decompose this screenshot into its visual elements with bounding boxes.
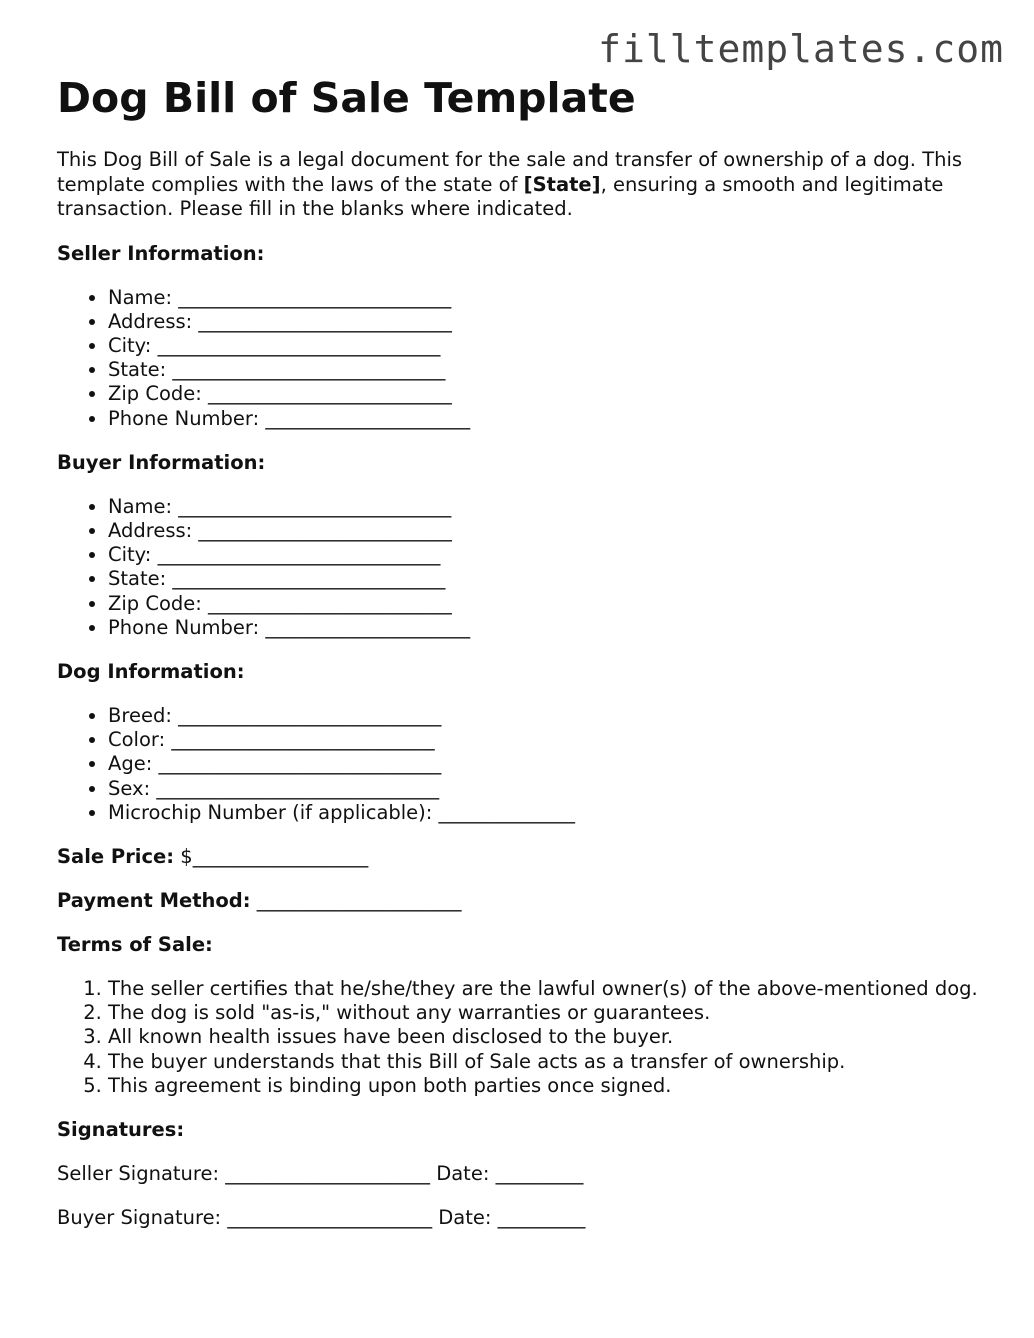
sale-price-label: Sale Price:: [57, 844, 175, 868]
dog-heading: Dog Information:: [57, 659, 245, 683]
payment-method-label: Payment Method:: [57, 888, 251, 912]
seller-signature-line: Seller Signature: _____________________ Date: _________: [57, 1161, 584, 1185]
term-item: 1. The seller certifies that he/she/they are the lawful owner(s) of the above-mentioned dog.: [108, 977, 997, 1001]
seller-name-field: • Name: ____________________________: [108, 286, 997, 310]
state-placeholder: [State]: [523, 172, 601, 196]
payment-method-blank: _____________________: [256, 888, 462, 912]
seller-zip-field: • Zip Code: _________________________: [108, 382, 997, 406]
payment-method-line: [57, 889, 997, 913]
seller-phone-field: • Phone Number: _____________________: [108, 407, 997, 431]
seller-fields: [57, 286, 997, 431]
seller-state-field: • State: ____________________________: [108, 358, 997, 382]
buyer-zip-field: • Zip Code: _________________________: [108, 592, 997, 616]
dog-age-field: • Age: _____________________________: [108, 752, 997, 776]
buyer-name-field: • Name: ____________________________: [108, 495, 997, 519]
buyer-fields: [57, 495, 997, 640]
dog-sex-field: • Sex: _____________________________: [108, 777, 997, 801]
term-item: 2. The dog is sold "as-is," without any warranties or guarantees.: [108, 1001, 997, 1025]
term-item: 5. This agreement is binding upon both parties once signed.: [108, 1074, 997, 1098]
term-item: 3. All known health issues have been disclosed to the buyer.: [108, 1025, 997, 1049]
page-title: Dog Bill of Sale Template: [57, 74, 636, 122]
signatures-heading: Signatures:: [57, 1117, 185, 1141]
buyer-address-field: • Address: __________________________: [108, 519, 997, 543]
term-item: 4. The buyer understands that this Bill of Sale acts as a transfer of ownership.: [108, 1050, 997, 1074]
dog-breed-field: • Breed: ___________________________: [108, 704, 997, 728]
seller-address-field: • Address: __________________________: [108, 310, 997, 334]
seller-city-field: • City: _____________________________: [108, 334, 997, 358]
dog-fields: [57, 704, 997, 825]
dog-microchip-field: • Microchip Number (if applicable): ______________: [108, 801, 997, 825]
seller-heading: Seller Information:: [57, 241, 265, 265]
document-page: [57, 72, 997, 1230]
buyer-phone-field: • Phone Number: _____________________: [108, 616, 997, 640]
sale-price-blank: $__________________: [180, 844, 369, 868]
buyer-signature-line: Buyer Signature: _____________________ Date: _________: [57, 1205, 586, 1229]
terms-heading: Terms of Sale:: [57, 932, 213, 956]
terms-list: [57, 977, 997, 1098]
buyer-state-field: • State: ____________________________: [108, 567, 997, 591]
intro-paragraph: [57, 148, 997, 222]
watermark: filltemplates.com: [598, 27, 1004, 71]
dog-color-field: • Color: ___________________________: [108, 728, 997, 752]
sale-price-line: [57, 845, 997, 869]
intro-text-1: This Dog Bill of Sale is a legal document for the sale and transfer of ownership of a dog. This template complies with the laws of the state of: [57, 148, 963, 196]
buyer-heading: Buyer Information:: [57, 450, 266, 474]
buyer-city-field: • City: _____________________________: [108, 543, 997, 567]
intro-text-2: , ensuring a smooth and legitimate transaction. Please fill in the blanks where indicated.: [57, 172, 944, 220]
